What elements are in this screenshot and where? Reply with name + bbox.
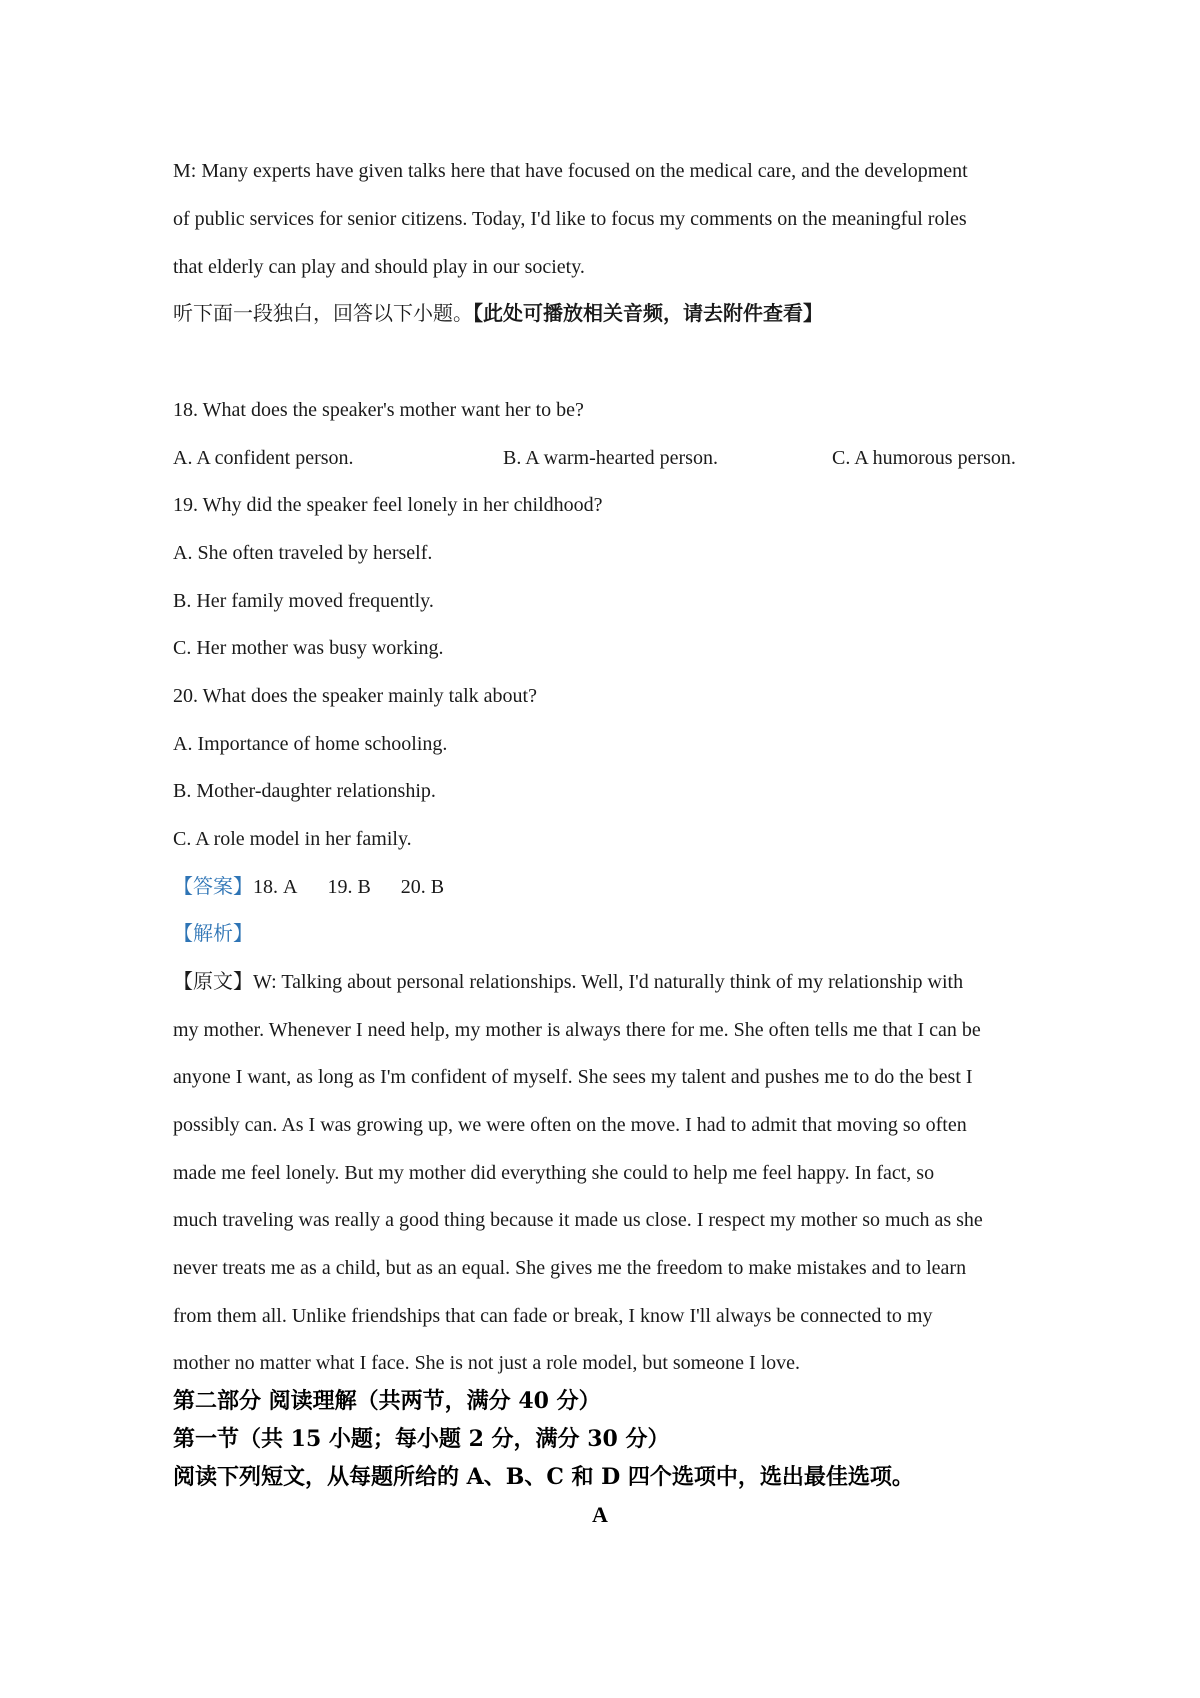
option-c: C. A role model in her family. bbox=[173, 828, 412, 850]
passage-label: A bbox=[592, 1502, 608, 1527]
option-b: B. Her family moved frequently. bbox=[173, 590, 434, 612]
audio-note: 【此处可播放相关音频，请去附件查看】 bbox=[473, 303, 823, 325]
option-a: A. A confident person. bbox=[173, 447, 354, 469]
original-line: made me feel lonely. But my mother did everything she could to help me feel happy. In fact, so bbox=[173, 1162, 935, 1184]
original-line: my mother. Whenever I need help, my mother is always there for me. She often tells me that I can be bbox=[173, 1019, 981, 1041]
intro-line: that elderly can play and should play in our society. bbox=[173, 256, 585, 278]
answer-item: 20. B bbox=[400, 876, 445, 898]
original-line: mother no matter what I face. She is not just a role model, but someone I love. bbox=[173, 1352, 801, 1374]
original-text: W: Talking about personal relationships. Well, I'd naturally think of my relationship with bbox=[253, 971, 964, 993]
original-line: never treats me as a child, but as an equal. She gives me the freedom to make mistakes and to learn bbox=[173, 1257, 967, 1279]
option-c: C. A humorous person. bbox=[832, 447, 1016, 469]
option-a: A. Importance of home schooling. bbox=[173, 733, 448, 755]
intro-line: M: Many experts have given talks here that have focused on the medical care, and the development bbox=[173, 160, 968, 182]
original-label: 【原文】 bbox=[173, 971, 253, 993]
intro-line: of public services for senior citizens. Today, I'd like to focus my comments on the meaningful roles bbox=[173, 208, 967, 230]
option-a: A. She often traveled by herself. bbox=[173, 542, 433, 564]
answer-line bbox=[173, 874, 1053, 900]
analysis-label: 【解析】 bbox=[173, 923, 253, 945]
listen-instruction: 听下面一段独白，回答以下小题。 bbox=[173, 303, 473, 325]
answer-item: 19. B bbox=[327, 876, 371, 898]
original-line bbox=[173, 969, 1053, 995]
answer-label: 【答案】 bbox=[173, 876, 253, 898]
question-stem: 20. What does the speaker mainly talk about? bbox=[173, 685, 537, 707]
question-stem: 19. Why did the speaker feel lonely in her childhood? bbox=[173, 494, 603, 516]
reading-instruction: 阅读下列短文，从每题所给的 A、B、C 和 D 四个选项中，选出最佳选项。 bbox=[173, 1464, 914, 1490]
option-b: B. A warm-hearted person. bbox=[503, 447, 718, 469]
listen-instruction-line bbox=[173, 301, 1053, 327]
question-stem: 18. What does the speaker's mother want her to be? bbox=[173, 399, 584, 421]
original-line: from them all. Unlike friendships that can fade or break, I know I'll always be connected to my bbox=[173, 1305, 933, 1327]
original-line: much traveling was really a good thing because it made us close. I respect my mother so much as she bbox=[173, 1209, 983, 1231]
option-c: C. Her mother was busy working. bbox=[173, 637, 444, 659]
original-line: possibly can. As I was growing up, we were often on the move. I had to admit that moving so often bbox=[173, 1114, 967, 1136]
option-b: B. Mother-daughter relationship. bbox=[173, 780, 436, 802]
section-title: 第一节（共 15 小题；每小题 2 分，满分 30 分） bbox=[173, 1426, 670, 1452]
answer-item: 18. A bbox=[253, 876, 298, 898]
part-title: 第二部分 阅读理解（共两节，满分 40 分） bbox=[173, 1388, 601, 1414]
original-line: anyone I want, as long as I'm confident of myself. She sees my talent and pushes me to do the best I bbox=[173, 1066, 973, 1088]
